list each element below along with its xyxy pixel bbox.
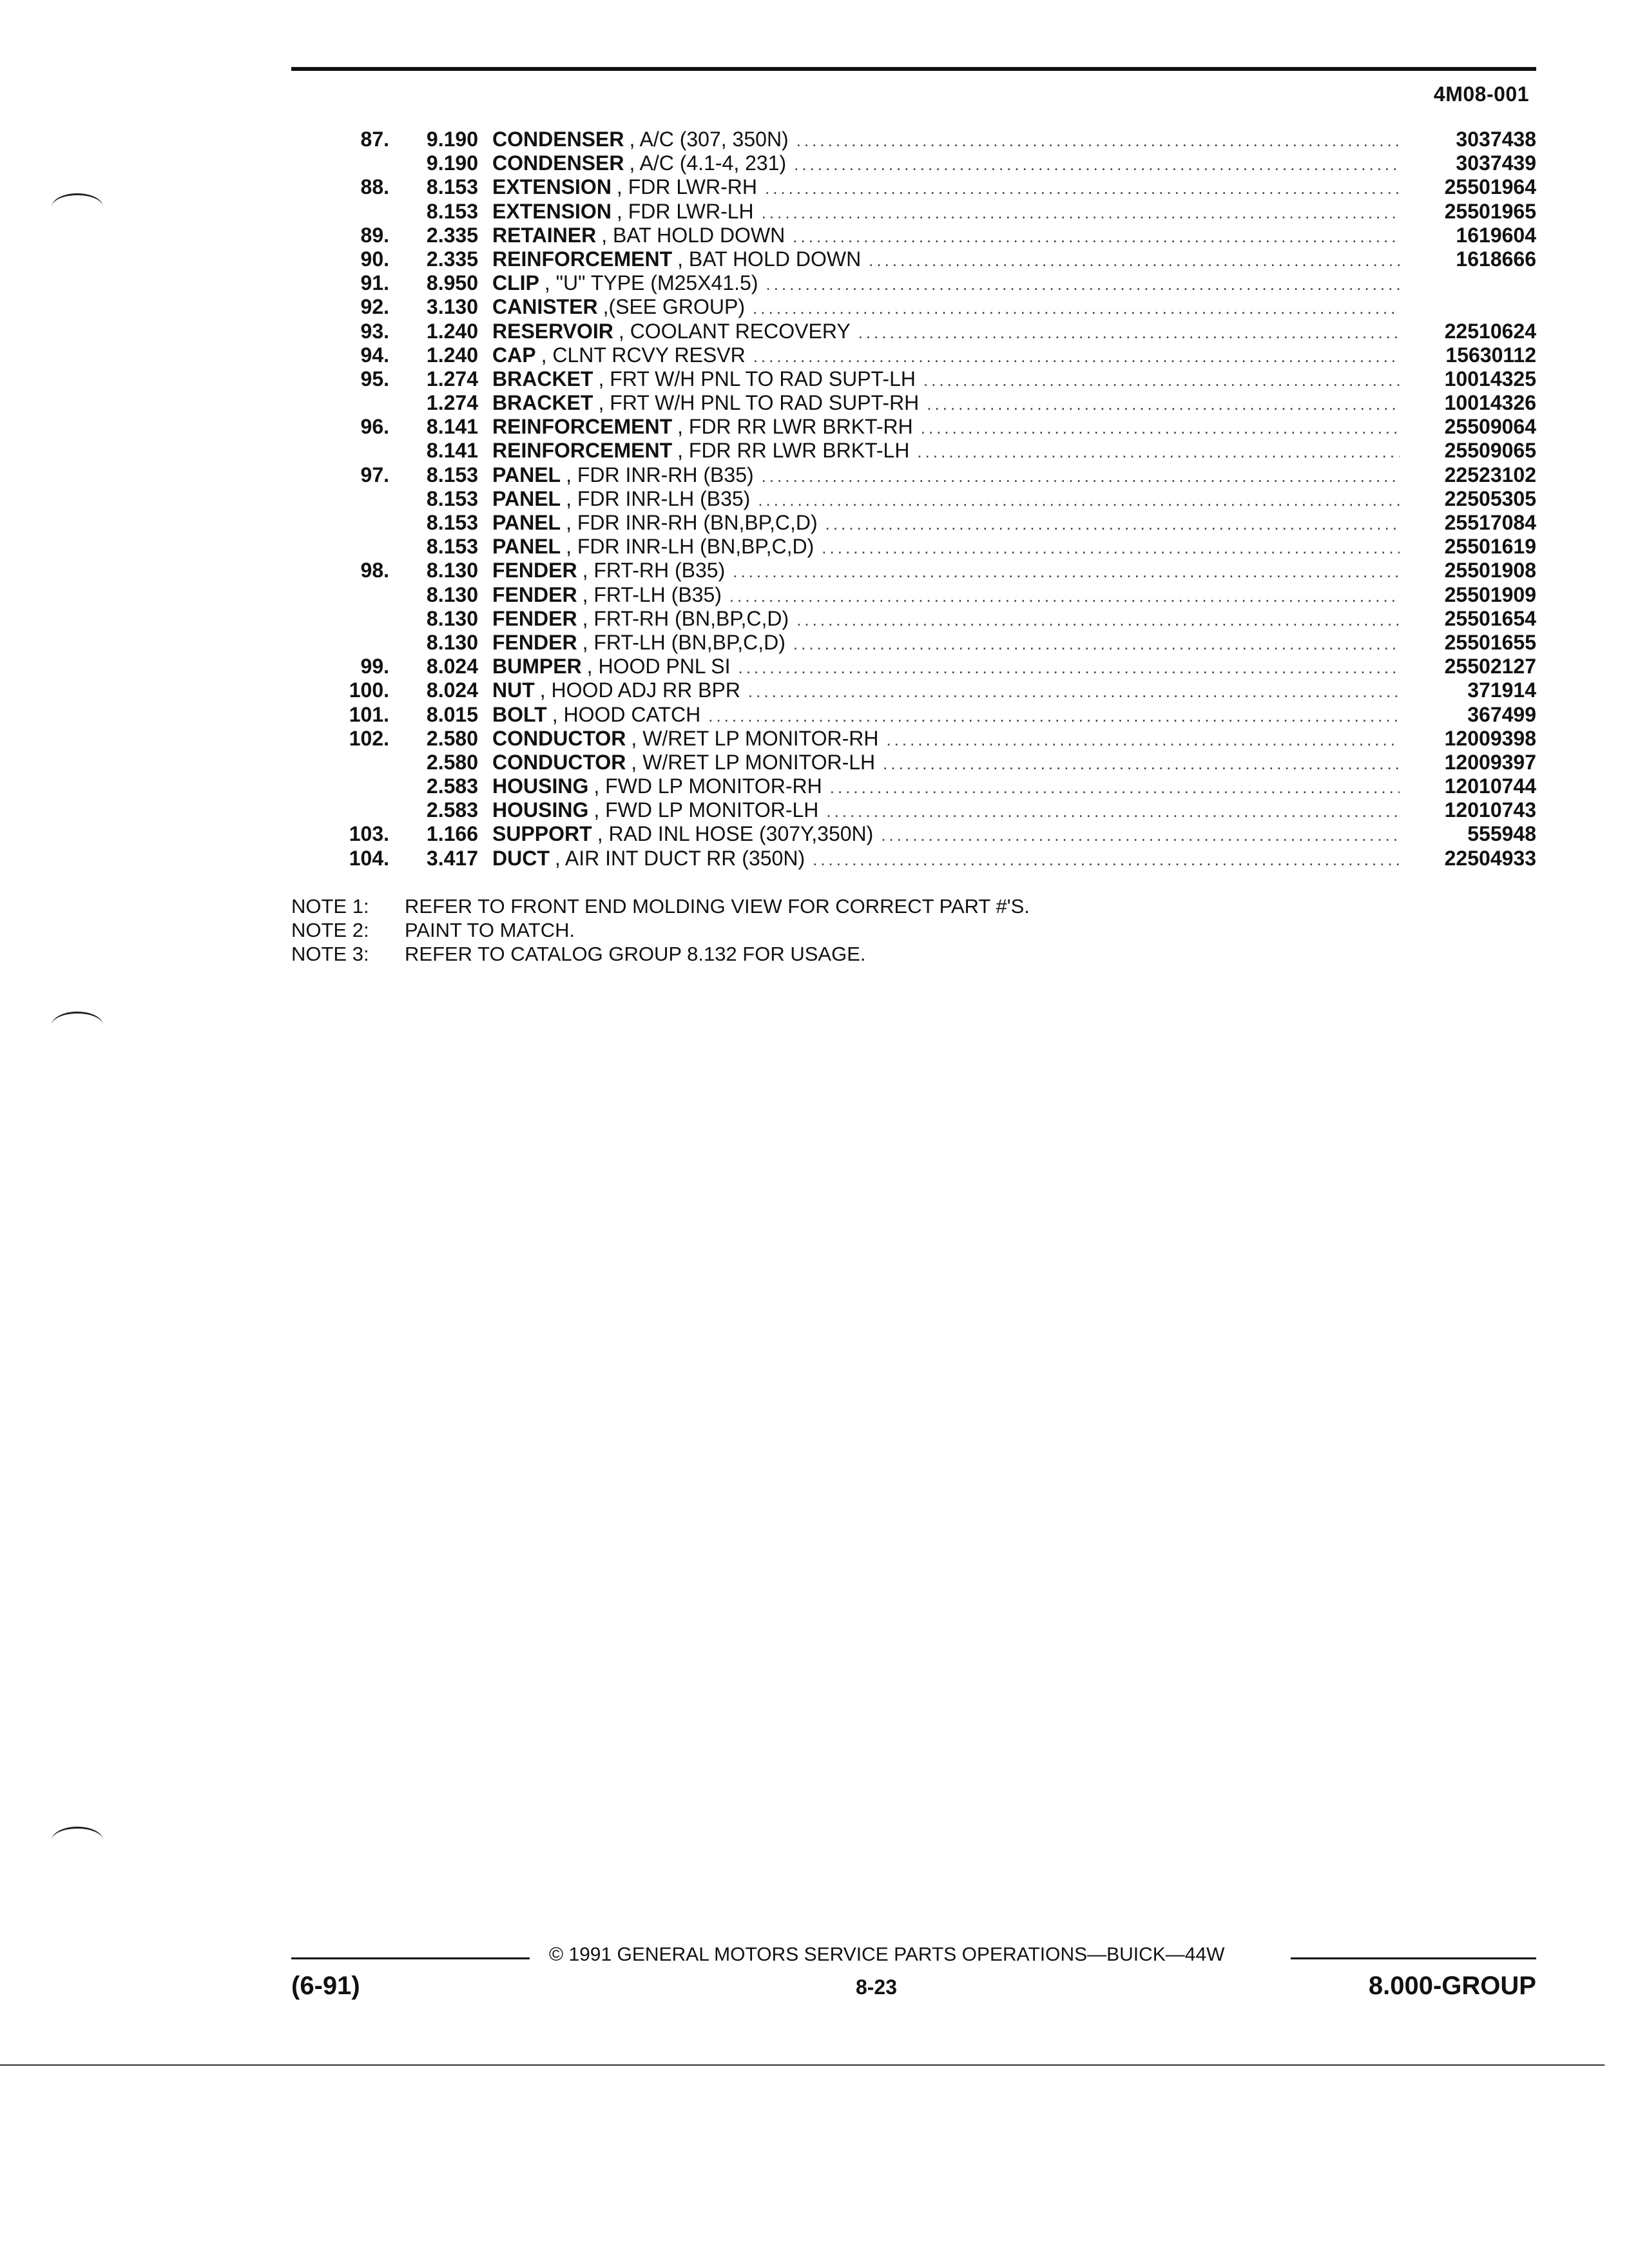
part-detail: , RAD INL HOSE (307Y,350N) [597, 822, 874, 846]
part-description [492, 320, 1407, 345]
binder-hole-mark [52, 1012, 103, 1039]
dot-leader [881, 823, 1400, 847]
dot-leader [927, 392, 1400, 416]
group-number: 1.274 [426, 391, 478, 415]
dot-leader [886, 728, 1400, 752]
part-number: 1618666 [1456, 247, 1536, 271]
dot-leader [923, 369, 1400, 392]
part-name: HOUSING [492, 774, 589, 798]
part-description [492, 774, 1407, 800]
group-number: 8.950 [426, 271, 478, 295]
part-name: HOUSING [492, 798, 589, 822]
note-label: NOTE 3: [291, 943, 369, 965]
part-number: 25502127 [1444, 655, 1536, 678]
parts-row [291, 247, 1536, 271]
part-description [492, 367, 1407, 392]
part-name: RESERVOIR [492, 319, 613, 343]
dot-leader [830, 776, 1400, 800]
item-number: 90. [360, 247, 389, 271]
dot-leader [765, 177, 1400, 200]
parts-row [291, 415, 1536, 439]
item-number: 96. [360, 415, 389, 439]
item-number: 88. [360, 175, 389, 199]
part-detail: , FDR INR-LH (BN,BP,C,D) [566, 535, 815, 559]
group-number: 9.190 [426, 151, 478, 175]
notes-section [291, 894, 1516, 966]
part-description [492, 295, 1407, 320]
part-name: REINFORCEMENT [492, 415, 673, 439]
parts-row [291, 847, 1536, 870]
parts-row [291, 224, 1536, 247]
part-detail: , FDR LWR-RH [616, 175, 757, 199]
part-name: CONDUCTOR [492, 726, 626, 750]
note-line [291, 918, 1516, 942]
group-number: 1.240 [426, 343, 478, 367]
part-name: SUPPORT [492, 822, 592, 846]
part-name: DUCT [492, 846, 550, 870]
group-code: 8.000-GROUP [1368, 1972, 1536, 2000]
part-number: 25501654 [1444, 606, 1536, 630]
part-detail: , FWD LP MONITOR-LH [593, 798, 819, 822]
part-number: 3037439 [1456, 151, 1536, 175]
group-number: 8.130 [426, 606, 478, 630]
item-number: 104. [349, 846, 389, 870]
part-name: CLIP [492, 271, 539, 295]
part-number: 12009398 [1444, 726, 1536, 750]
item-number: 102. [349, 726, 389, 750]
part-detail: , FDR INR-RH (BN,BP,C,D) [566, 511, 818, 534]
parts-row [291, 655, 1536, 678]
note-line [291, 942, 1516, 966]
part-detail: , FRT W/H PNL TO RAD SUPT-RH [598, 391, 920, 415]
part-description [492, 391, 1407, 416]
part-name: REINFORCEMENT [492, 439, 673, 463]
group-number: 2.335 [426, 247, 478, 271]
parts-row [291, 367, 1536, 391]
group-number: 8.024 [426, 678, 478, 702]
part-description [492, 415, 1407, 440]
group-number: 8.024 [426, 655, 478, 678]
part-number: 25501655 [1444, 630, 1536, 654]
group-number: 2.583 [426, 774, 478, 798]
parts-row [291, 535, 1536, 559]
part-number: 1619604 [1456, 223, 1536, 247]
parts-row [291, 751, 1536, 774]
item-number: 89. [360, 223, 389, 247]
dot-leader [708, 704, 1400, 728]
part-name: CAP [492, 343, 536, 367]
part-number: 3037438 [1456, 128, 1536, 151]
parts-row [291, 822, 1536, 846]
part-detail: , FDR RR LWR BRKT-LH [677, 439, 910, 463]
dot-leader [793, 225, 1400, 249]
part-name: NUT [492, 678, 535, 702]
part-detail: , BAT HOLD DOWN [601, 223, 786, 247]
parts-row [291, 463, 1536, 487]
note-line [291, 894, 1516, 918]
part-name: CONDENSER [492, 128, 624, 151]
scan-edge-rule [0, 2064, 1605, 2066]
revision-date: (6-91) [291, 1972, 360, 2000]
part-description [492, 271, 1407, 296]
part-name: BOLT [492, 702, 547, 726]
part-name: BRACKET [492, 367, 593, 390]
parts-row [291, 200, 1536, 224]
group-number: 2.580 [426, 750, 478, 774]
part-name: FENDER [492, 606, 577, 630]
dot-leader [869, 249, 1400, 273]
part-detail: , FRT-LH (B35) [582, 582, 722, 606]
part-detail: , "U" TYPE (M25X41.5) [544, 271, 758, 295]
part-detail: , A/C (307, 350N) [629, 128, 789, 151]
parts-list [291, 128, 1536, 870]
part-description [492, 703, 1407, 728]
group-number: 9.190 [426, 128, 478, 151]
part-name: CONDENSER [492, 151, 624, 175]
part-number: 25501908 [1444, 559, 1536, 582]
part-number: 555948 [1467, 822, 1536, 846]
dot-leader [758, 488, 1400, 512]
item-number: 91. [360, 271, 389, 295]
copyright-text: © 1991 GENERAL MOTORS SERVICE PARTS OPERATIONS—BUICK—44W [549, 1944, 1225, 1965]
part-description [492, 535, 1407, 560]
part-number: 22510624 [1444, 319, 1536, 343]
part-name: EXTENSION [492, 175, 612, 199]
part-number: 22523102 [1444, 463, 1536, 486]
part-detail: , W/RET LP MONITOR-RH [631, 726, 879, 750]
parts-row [291, 151, 1536, 175]
dot-leader [793, 632, 1400, 656]
dot-leader [883, 752, 1400, 776]
part-detail: , AIR INT DUCT RR (350N) [554, 846, 805, 870]
header-rule [291, 67, 1536, 71]
part-name: BUMPER [492, 655, 582, 678]
parts-row [291, 175, 1536, 199]
part-description [492, 631, 1407, 656]
part-description [492, 151, 1407, 177]
dot-leader [825, 512, 1400, 536]
parts-row [291, 271, 1536, 295]
group-number: 8.141 [426, 439, 478, 463]
group-number: 8.015 [426, 702, 478, 726]
part-name: PANEL [492, 463, 561, 486]
part-number: 25509064 [1444, 415, 1536, 439]
part-number: 10014326 [1444, 391, 1536, 415]
part-detail: , HOOD ADJ RR BPR [539, 678, 740, 702]
item-number: 98. [360, 559, 389, 582]
group-number: 8.130 [426, 630, 478, 654]
group-number: 8.153 [426, 175, 478, 199]
part-description [492, 439, 1407, 464]
part-name: PANEL [492, 535, 561, 559]
part-description [492, 559, 1407, 584]
part-number: 367499 [1467, 702, 1536, 726]
parts-row [291, 487, 1536, 511]
part-detail: , FRT W/H PNL TO RAD SUPT-LH [598, 367, 916, 390]
part-description [492, 463, 1407, 488]
part-number: 12009397 [1444, 750, 1536, 774]
dot-leader [917, 440, 1400, 464]
dot-leader [753, 345, 1400, 369]
item-number: 103. [349, 822, 389, 846]
part-number: 25501964 [1444, 175, 1536, 199]
part-number: 12010744 [1444, 774, 1536, 798]
item-number: 100. [349, 678, 389, 702]
parts-row [291, 798, 1536, 822]
dot-leader [729, 584, 1400, 608]
part-detail: , A/C (4.1-4, 231) [629, 151, 787, 175]
dot-leader [826, 800, 1400, 823]
dot-leader [921, 416, 1400, 440]
dot-leader [796, 608, 1400, 632]
note-label: NOTE 1: [291, 895, 369, 918]
part-name: CONDUCTOR [492, 750, 626, 774]
part-description [492, 727, 1407, 752]
parts-row [291, 128, 1536, 151]
note-label: NOTE 2: [291, 919, 369, 941]
part-description [492, 678, 1407, 704]
part-name: CANISTER [492, 295, 598, 319]
part-number: 25501619 [1444, 535, 1536, 559]
group-number: 8.153 [426, 199, 478, 223]
part-number: 25501909 [1444, 582, 1536, 606]
note-text: PAINT TO MATCH. [405, 919, 575, 941]
part-number: 25517084 [1444, 511, 1536, 534]
group-number: 8.153 [426, 511, 478, 534]
part-detail: , FDR LWR-LH [616, 199, 754, 223]
part-detail: , HOOD CATCH [552, 702, 701, 726]
parts-row [291, 391, 1536, 415]
part-description [492, 511, 1407, 536]
item-number: 97. [360, 463, 389, 486]
part-detail: , FRT-RH (BN,BP,C,D) [582, 606, 789, 630]
item-number: 93. [360, 319, 389, 343]
part-description [492, 343, 1407, 369]
dot-leader [738, 656, 1400, 680]
item-number: 87. [360, 128, 389, 151]
part-number: 15630112 [1445, 343, 1536, 367]
binder-hole-mark [52, 193, 103, 221]
item-number: 95. [360, 367, 389, 390]
part-name: RETAINER [492, 223, 597, 247]
part-detail: , FRT-LH (BN,BP,C,D) [582, 630, 786, 654]
parts-row [291, 320, 1536, 343]
dot-leader [753, 296, 1400, 320]
group-number: 1.240 [426, 319, 478, 343]
group-number: 2.580 [426, 726, 478, 750]
parts-row [291, 607, 1536, 631]
item-number: 101. [349, 702, 389, 726]
part-detail: , FDR RR LWR BRKT-RH [677, 415, 913, 439]
parts-row [291, 583, 1536, 607]
item-number: 92. [360, 295, 389, 319]
part-name: FENDER [492, 559, 577, 582]
part-detail: ,(SEE GROUP) [602, 295, 746, 319]
note-text: REFER TO FRONT END MOLDING VIEW FOR CORRECT PART #'S. [405, 895, 1030, 918]
part-name: FENDER [492, 582, 577, 606]
dot-leader [822, 536, 1400, 560]
part-detail: , BAT HOLD DOWN [677, 247, 862, 271]
part-detail: , W/RET LP MONITOR-LH [631, 750, 876, 774]
dot-leader [762, 201, 1400, 225]
binder-hole-mark [52, 1827, 103, 1854]
dot-leader [733, 560, 1400, 584]
group-number: 8.153 [426, 535, 478, 559]
part-description [492, 655, 1407, 680]
part-detail: , FDR INR-LH (B35) [566, 486, 751, 510]
part-detail: , FDR INR-RH (B35) [566, 463, 754, 486]
part-description [492, 224, 1407, 249]
part-description [492, 583, 1407, 608]
part-description [492, 128, 1407, 153]
part-name: REINFORCEMENT [492, 247, 673, 271]
part-description [492, 247, 1407, 273]
page-number: 8-23 [855, 1975, 898, 1999]
part-number: 25501965 [1444, 199, 1536, 223]
dot-leader [796, 129, 1400, 153]
page-code: 4M08-001 [1433, 82, 1529, 106]
item-number: 99. [360, 655, 389, 678]
part-detail: , CLNT RCVY RESVR [541, 343, 746, 367]
parts-row [291, 678, 1536, 702]
parts-row [291, 439, 1536, 463]
dot-leader [748, 680, 1400, 704]
part-number: 25509065 [1444, 439, 1536, 463]
part-number: 371914 [1467, 678, 1536, 702]
part-name: EXTENSION [492, 199, 612, 223]
parts-row [291, 774, 1536, 798]
dot-leader [813, 848, 1400, 872]
group-number: 8.130 [426, 559, 478, 582]
part-number: 12010743 [1444, 798, 1536, 822]
part-description [492, 847, 1407, 872]
group-number: 8.130 [426, 582, 478, 606]
part-detail: , HOOD PNL SI [586, 655, 731, 678]
part-description [492, 798, 1407, 823]
part-description [492, 822, 1407, 847]
group-number: 3.417 [426, 846, 478, 870]
part-detail: , FRT-RH (B35) [582, 559, 726, 582]
part-number: 22504933 [1444, 846, 1536, 870]
dot-leader [766, 273, 1400, 296]
group-number: 2.335 [426, 223, 478, 247]
group-number: 8.153 [426, 463, 478, 486]
parts-row [291, 703, 1536, 727]
group-number: 2.583 [426, 798, 478, 822]
part-number: 22505305 [1444, 486, 1536, 510]
group-number: 8.153 [426, 486, 478, 510]
dot-leader [858, 321, 1400, 345]
part-name: PANEL [492, 511, 561, 534]
item-number: 94. [360, 343, 389, 367]
group-number: 1.166 [426, 822, 478, 846]
group-number: 8.141 [426, 415, 478, 439]
part-name: BRACKET [492, 391, 593, 415]
note-text: REFER TO CATALOG GROUP 8.132 FOR USAGE. [405, 943, 866, 965]
part-description [492, 200, 1407, 225]
parts-row [291, 295, 1536, 319]
part-name: PANEL [492, 486, 561, 510]
parts-row [291, 511, 1536, 535]
dot-leader [794, 153, 1400, 177]
dot-leader [762, 465, 1400, 488]
group-number: 3.130 [426, 295, 478, 319]
part-description [492, 175, 1407, 200]
part-description [492, 751, 1407, 776]
parts-row [291, 559, 1536, 582]
parts-row [291, 727, 1536, 751]
parts-row [291, 631, 1536, 655]
footer-rule-right [1291, 1957, 1536, 1959]
part-name: FENDER [492, 630, 577, 654]
group-number: 1.274 [426, 367, 478, 390]
part-detail: , COOLANT RECOVERY [618, 319, 851, 343]
part-number: 10014325 [1444, 367, 1536, 390]
part-description [492, 487, 1407, 512]
footer-rule-left [291, 1957, 530, 1959]
parts-row [291, 343, 1536, 367]
part-detail: , FWD LP MONITOR-RH [593, 774, 822, 798]
part-description [492, 607, 1407, 632]
